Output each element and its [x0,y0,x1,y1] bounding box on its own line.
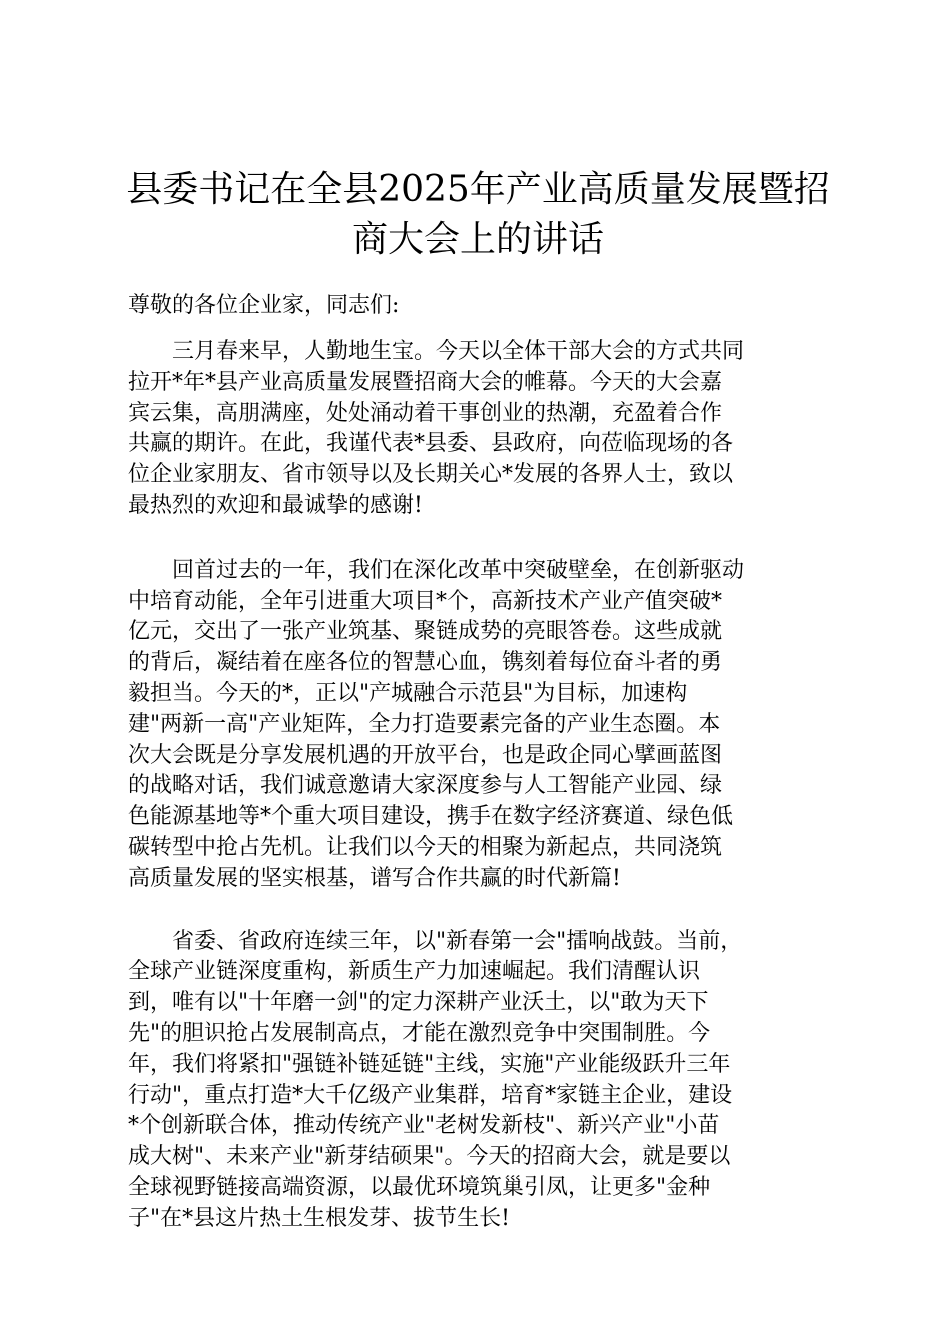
paragraph-line: 最热烈的欢迎和最诚挚的感谢! [128,492,423,518]
title-line: 商大会上的讲话 [351,219,604,260]
paragraph-line: 亿元，交出了一张产业筑基、聚链成势的亮眼答卷。这些成就 [128,619,723,645]
document-title [118,165,838,265]
paragraph-line: 成大树"、未来产业"新芽结硕果"。今天的招商大会，就是要以 [128,1144,731,1170]
paragraph-line: 回首过去的一年，我们在深化改革中突破壁垒，在创新驱动 [128,557,745,583]
paragraph-line: 先"的胆识抢占发展制高点，才能在激烈竞争中突围制胜。今 [128,1020,711,1046]
paragraph-line: 拉开*年*县产业高质量发展暨招商大会的帷幕。今天的大会嘉 [128,369,723,395]
paragraph-line: 三月春来早，人勤地生宝。今天以全体干部大会的方式共同 [128,339,745,364]
paragraph-line: 的背后，凝结着在座各位的智慧心血，镌刻着每位奋斗者的勇 [128,650,723,676]
paragraph-line: 子"在*县这片热土生根发芽、拔节生长! [128,1205,510,1231]
paragraph-line: 碳转型中抢占先机。让我们以今天的相聚为新起点，共同浇筑 [128,834,723,860]
paragraph-line: 年，我们将紧扣"强链补链延链"主线，实施"产业能级跃升三年 [128,1051,731,1077]
paragraph-line: 宾云集，高朋满座，处处涌动着干事创业的热潮，充盈着合作 [128,400,723,426]
paragraph-line: 高质量发展的坚实根基，谱写合作共赢的时代新篇! [128,865,621,891]
paragraph-line: 省委、省政府连续三年，以"新春第一会"擂响战鼓。当前， [128,928,743,954]
paragraph-line: 中培育动能，全年引进重大项目*个，高新技术产业产值突破* [128,588,723,614]
paragraph-3 [128,927,828,1235]
paragraph-line: 到，唯有以"十年磨一剑"的定力深耕产业沃土，以"敢为天下 [128,990,709,1016]
paragraph-line: 毅担当。今天的*，正以"产城融合示范县"为目标，加速构 [128,680,688,706]
paragraph-line: 次大会既是分享发展机遇的开放平台，也是政企同心擘画蓝图 [128,742,723,768]
paragraph-line: 共赢的期许。在此，我谨代表*县委、县政府，向莅临现场的各 [128,431,734,457]
paragraph-2 [128,556,828,895]
paragraph-line: 位企业家朋友、省市领导以及长期关心*发展的各界人士，致以 [128,462,734,488]
paragraph-line: 全球视野链接高端资源，以最优环境筑巢引凤，让更多"金种 [128,1174,711,1200]
document-page [128,165,828,1235]
paragraph-line: 的战略对话，我们诚意邀请大家深度参与人工智能产业园、绿 [128,773,723,799]
title-line: 县委书记在全县2025年产业高质量发展暨招 [126,169,830,210]
paragraph-line: 行动"，重点打造*大千亿级产业集群，培育*家链主企业，建设 [128,1082,733,1108]
greeting: 尊敬的各位企业家，同志们: [128,293,400,318]
paragraph-line: 建"两新一高"产业矩阵，全力打造要素完备的产业生态圈。本 [128,711,721,737]
paragraph-line: 色能源基地等*个重大项目建设，携手在数字经济赛道、绿色低 [128,804,734,830]
paragraph-line: *个创新联合体，推动传统产业"老树发新枝"、新兴产业"小苗 [128,1113,720,1139]
paragraph-1 [128,337,828,522]
paragraph-line: 全球产业链深度重构，新质生产力加速崛起。我们清醒认识 [128,959,701,985]
